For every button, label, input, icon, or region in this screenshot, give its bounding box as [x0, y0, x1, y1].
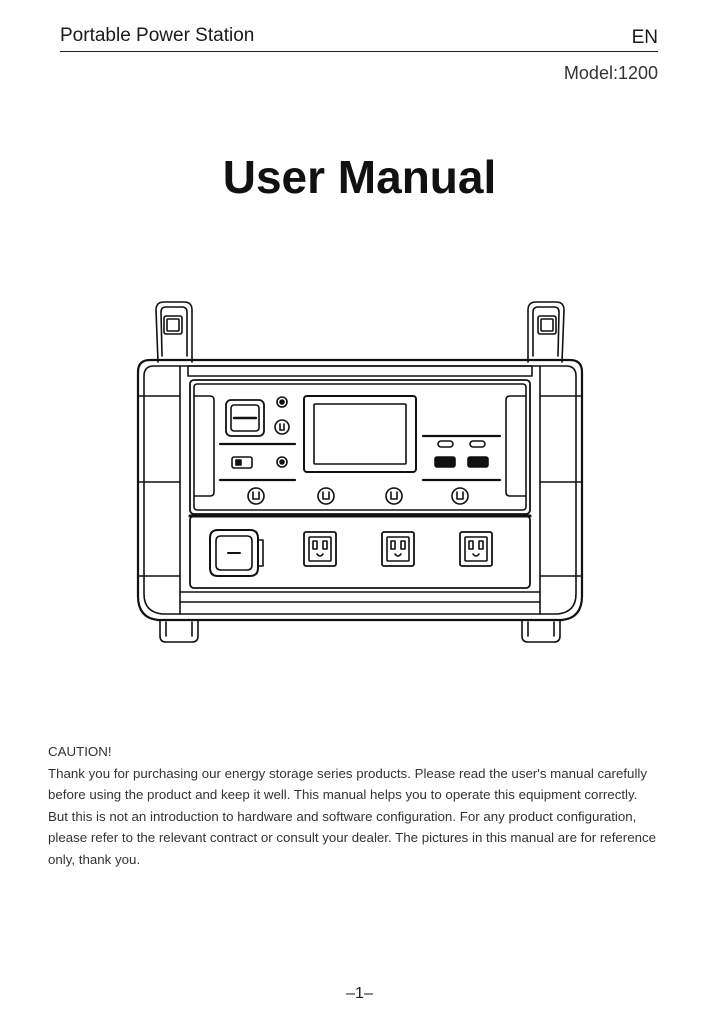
caution-line: please refer to the relevant contract or consult your dealer. The pictures in this manual are for reference — [48, 830, 657, 845]
caution-line: only, thank you. — [48, 851, 141, 867]
caution-notice — [48, 741, 678, 870]
power-station-illustration — [130, 296, 590, 648]
caution-line: Thank you for purchasing our energy storage series products. Please read the user's manual carefully — [48, 765, 648, 781]
caution-heading: CAUTION! — [48, 744, 112, 759]
header-title: Portable Power Station — [60, 25, 255, 46]
language-code: EN — [631, 27, 658, 48]
manual-title: User Manual — [222, 151, 497, 203]
caution-line: before using the product and keep it well. This manual helps you to operate this equipment correctly. — [48, 787, 638, 802]
model-number: Model:1200 — [563, 63, 658, 83]
page-number: –1– — [346, 985, 373, 1002]
caution-line: But this is not an introduction to hardware and software configuration. For any product configuration, — [48, 808, 637, 824]
power-station-icon — [130, 296, 590, 648]
header-divider — [60, 51, 658, 52]
